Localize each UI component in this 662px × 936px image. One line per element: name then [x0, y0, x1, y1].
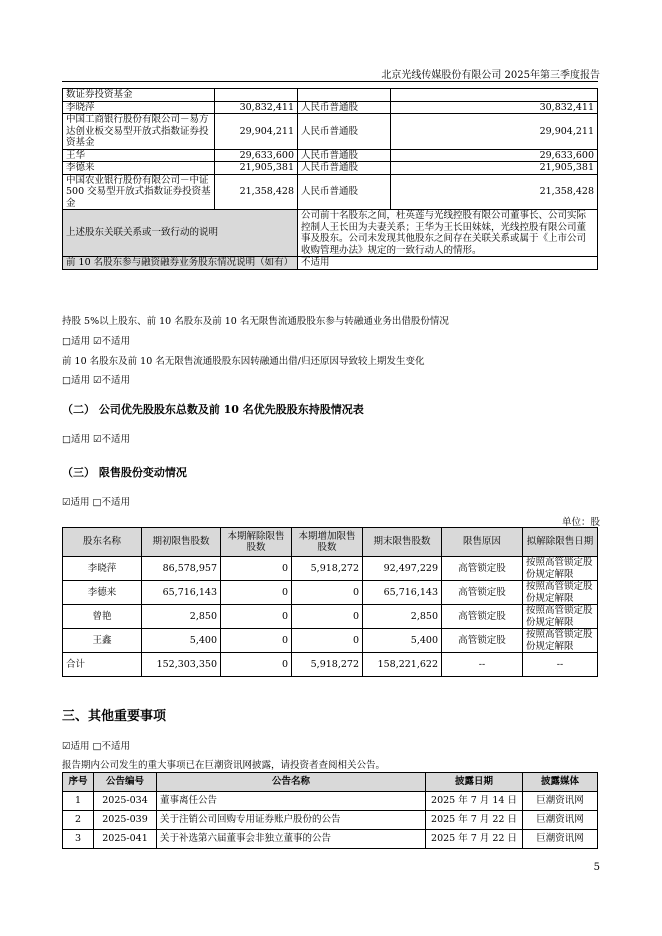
- page-number: 5: [593, 862, 600, 873]
- table-row: 1 2025-034 董事离任公告 2025 年 7 月 14 日 巨潮资讯网: [63, 792, 598, 811]
- section-title-other: 三、其他重要事项: [62, 709, 167, 724]
- holder-name: 王华: [63, 149, 215, 162]
- share-type: 人民币普通股: [298, 162, 391, 175]
- note-line-1: 持股 5%以上股东、前 10 名股东及前 10 名无限售流通股股东参与转融通业务出借股份情况: [62, 316, 449, 327]
- table-row: [63, 101, 598, 114]
- column-header: 披露媒体: [523, 773, 598, 792]
- table-row: 2 2025-039 关于注销公司回购专用证券账户股份的公告 2025 年 7 月 22 日 巨潮资讯网: [63, 811, 598, 830]
- holder-name: 中国工商银行股份有限公司－易方达创业板交易型开放式指数证券投资基金: [63, 114, 215, 150]
- share-count: 30,832,411: [391, 101, 598, 114]
- section-title-restricted: （三） 限售股份变动情况: [62, 466, 187, 479]
- holder-shares: 21,358,428: [215, 174, 298, 210]
- unit-label: 单位：股: [561, 517, 600, 528]
- relation-label: 上述股东关联关系或一致行动的说明: [63, 210, 298, 257]
- column-header: 股东名称: [63, 528, 142, 557]
- holder-shares: 29,633,600: [215, 149, 298, 162]
- table-row: 3 2025-041 关于补选第六届董事会非独立董事的公告 2025 年 7 月 22 日 巨潮资讯网: [63, 830, 598, 849]
- column-header: 本期增加限售股数: [292, 528, 363, 557]
- table-row: 李德来 65,716,143 0 0 65,716,143 高管锁定股 按照高管锁定股份规定解限: [63, 581, 598, 605]
- share-count: 29,904,211: [391, 114, 598, 150]
- table-header-row: [63, 773, 598, 792]
- holder-name: 数证券投资基金: [63, 89, 215, 102]
- share-count: 21,358,428: [391, 174, 598, 210]
- section-title-preferred: （二） 公司优先股股东总数及前 10 名优先股股东持股情况表: [62, 403, 364, 416]
- top-holders-table: [62, 88, 598, 270]
- table-row: [63, 210, 598, 257]
- table-row: [63, 162, 598, 175]
- column-header: 限售原因: [442, 528, 523, 557]
- margin-text: 不适用: [298, 257, 598, 270]
- table-row: [63, 114, 598, 150]
- column-header: 公告编号: [94, 773, 157, 792]
- note-option-1: □适用 ☑不适用: [62, 336, 131, 347]
- table-row: 李晓萍 86,578,957 0 5,918,272 92,497,229 高管锁定股 按照高管锁定股份规定解限: [63, 557, 598, 581]
- holder-shares: 21,905,381: [215, 162, 298, 175]
- relation-text: 公司前十名股东之间，杜英莲与光线控股有限公司董事长、公司实际控制人王长田为夫妻关系；王华为王长田妹妹，光线控股有限公司董事及股东。公司未发现其他股东之间存在关联关系或属于《上市公司收购管理办法》规定的一致行动人的情形。: [298, 210, 598, 257]
- margin-label: 前 10 名股东参与融资融券业务股东情况说明（如有）: [63, 257, 298, 270]
- section-description: 报告期内公司发生的重大事项已在巨潮资讯网披露，请投资者查阅相关公告。: [62, 760, 386, 771]
- table-row: [63, 89, 598, 102]
- share-type: 人民币普通股: [298, 114, 391, 150]
- table-header-row: [63, 528, 598, 557]
- header-rule: [62, 81, 598, 82]
- section-option-preferred: □适用 ☑不适用: [62, 434, 131, 445]
- table-total-row: 合计 152,303,350 0 5,918,272 158,221,622 -- --: [63, 653, 598, 677]
- column-header: 披露日期: [426, 773, 523, 792]
- column-header: 期初限售股数: [142, 528, 221, 557]
- note-line-2: 前 10 名股东及前 10 名无限售流通股股东因转融通出借/归还原因导致较上期发生变化: [62, 356, 425, 367]
- share-type: 人民币普通股: [298, 174, 391, 210]
- share-type: 人民币普通股: [298, 101, 391, 114]
- column-header: 序号: [63, 773, 94, 792]
- holder-name: 李德来: [63, 162, 215, 175]
- holder-name: 李晓萍: [63, 101, 215, 114]
- column-header: 期末限售股数: [363, 528, 442, 557]
- share-count: 21,905,381: [391, 162, 598, 175]
- announcements-table: [62, 772, 598, 849]
- section-option-other: ☑适用 □不适用: [62, 741, 131, 752]
- share-type: 人民币普通股: [298, 149, 391, 162]
- section-option-restricted: ☑适用 □不适用: [62, 497, 131, 508]
- table-row: 曾艳 2,850 0 0 2,850 高管锁定股 按照高管锁定股份规定解限: [63, 605, 598, 629]
- column-header: 公告名称: [157, 773, 426, 792]
- column-header: 本期解除限售股数: [221, 528, 292, 557]
- note-option-2: □适用 ☑不适用: [62, 375, 131, 386]
- restricted-shares-table: [62, 527, 598, 677]
- page-header: 北京光线传媒股份有限公司 2025年第三季度报告: [381, 70, 600, 81]
- table-row: [63, 174, 598, 210]
- table-row: 王鑫 5,400 0 0 5,400 高管锁定股 按照高管锁定股份规定解限: [63, 629, 598, 653]
- table-row: [63, 257, 598, 270]
- holder-name: 中国农业银行股份有限公司－中证 500 交易型开放式指数证券投资基金: [63, 174, 215, 210]
- share-count: 29,633,600: [391, 149, 598, 162]
- column-header: 拟解除限售日期: [523, 528, 598, 557]
- table-row: [63, 149, 598, 162]
- holder-shares: 30,832,411: [215, 101, 298, 114]
- holder-shares: 29,904,211: [215, 114, 298, 150]
